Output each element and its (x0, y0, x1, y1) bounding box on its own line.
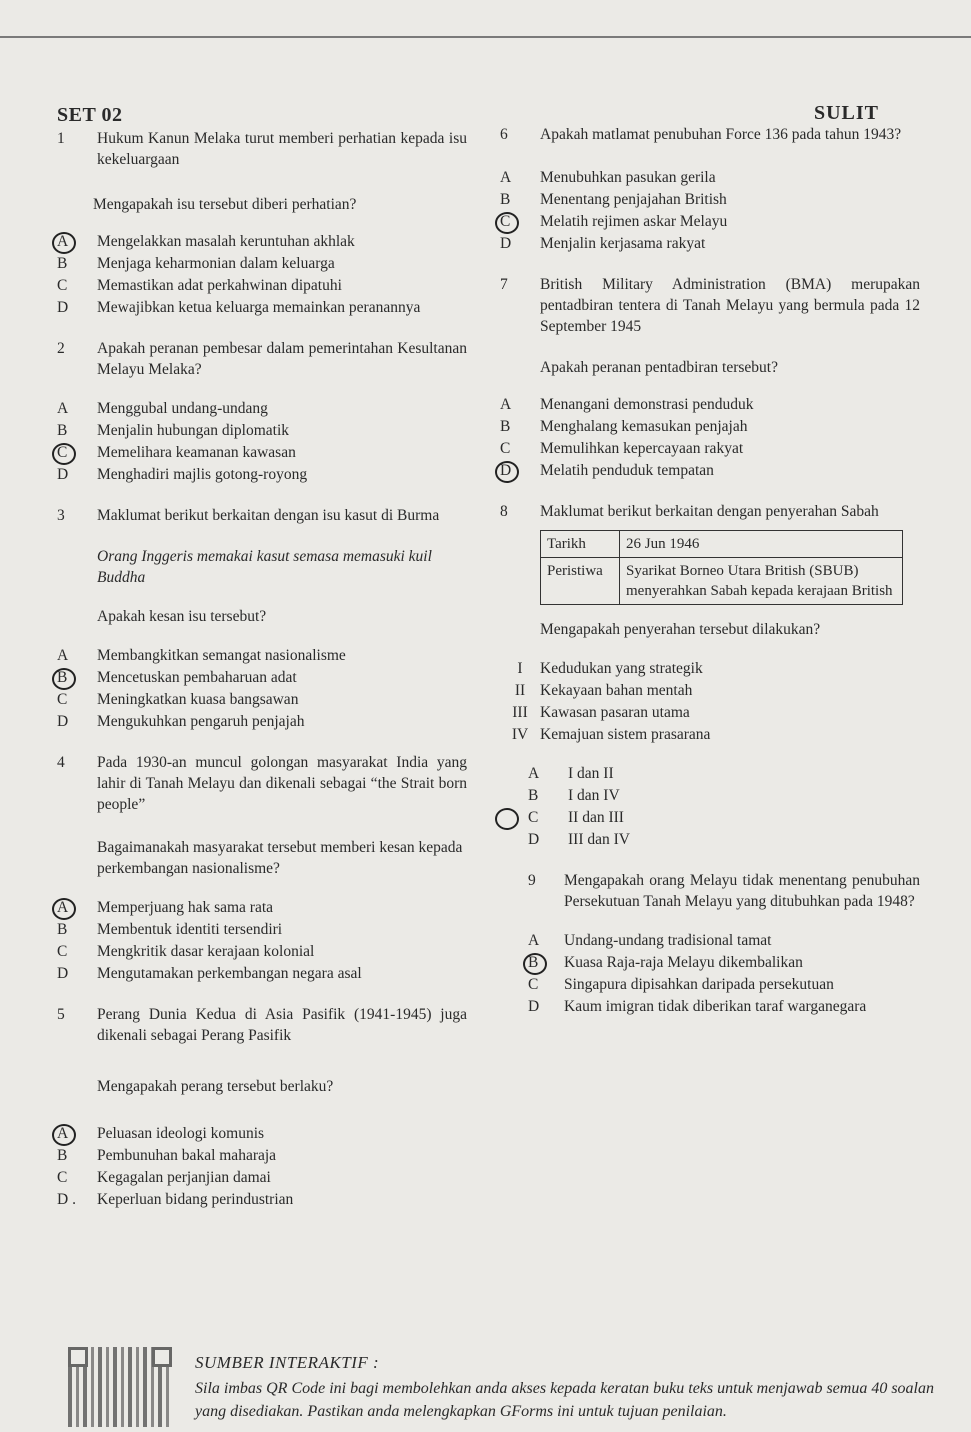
option-letter: D (57, 466, 69, 483)
question-prompt: Mengapakah penyerahan tersebut dilakukan? (540, 621, 821, 638)
option-b[interactable] (500, 189, 920, 210)
table-value: 26 Jun 1946 (620, 531, 903, 558)
option-letter: C (500, 211, 540, 232)
option-letter: C (57, 1169, 68, 1186)
option-text: Menentang penjajahan British (540, 191, 727, 208)
option-text: Singapura dipisahkan daripada persekutuan (564, 976, 834, 993)
statement-number: III (512, 704, 528, 721)
option-text: Mengelakkan masalah keruntuhan akhlak (97, 233, 355, 250)
question-text: Apakah peranan pembesar dalam pemerintahan Kesultanan Melayu Melaka? (97, 340, 467, 378)
option-b[interactable] (500, 785, 920, 806)
question-prompt: Apakah kesan isu tersebut? (97, 608, 267, 625)
option-text: Peluasan ideologi komunis (97, 1125, 265, 1142)
option-text: Melatih penduduk tempatan (540, 462, 714, 479)
option-a[interactable] (500, 167, 920, 188)
option-d[interactable] (57, 464, 467, 485)
option-letter: C (500, 440, 511, 457)
option-text: Memastikan adat perkahwinan dipatuhi (97, 277, 342, 294)
statement-item (500, 724, 920, 745)
option-text: Meningkatkan kuasa bangsawan (97, 691, 299, 708)
option-text: Menjaga keharmonian dalam keluarga (97, 255, 335, 272)
option-c[interactable] (57, 442, 467, 463)
option-a[interactable] (57, 398, 467, 419)
option-letter: A (500, 169, 512, 186)
option-text: Mencetuskan pembaharuan adat (97, 669, 297, 686)
option-b[interactable] (57, 253, 467, 274)
classification-label: SULIT (813, 102, 879, 124)
statement-number: I (517, 660, 523, 677)
option-text: II dan III (568, 809, 624, 826)
table-key: Tarikh (541, 531, 620, 558)
statement-item (500, 658, 920, 679)
table-row (541, 558, 903, 605)
option-text: Menggubal undang-undang (97, 400, 268, 417)
option-text: Membangkitkan semangat nasionalisme (97, 647, 346, 664)
option-text: Undang-undang tradisional tamat (564, 932, 772, 949)
option-c[interactable] (57, 275, 467, 296)
question-5 (57, 1004, 467, 1210)
question-4 (57, 752, 467, 984)
top-border-line (0, 36, 971, 38)
option-text: Melatih rejimen askar Melayu (540, 213, 728, 230)
statement-text: Kekayaan bahan mentah (540, 682, 693, 699)
question-text: Pada 1930-an muncul golongan masyarakat India yang lahir di Tanah Melayu dan dikenali sebagai “the Strait born people” (97, 754, 467, 813)
option-text: Memperjuang hak sama rata (97, 899, 274, 916)
statement-number: IV (511, 726, 529, 743)
option-b[interactable] (57, 420, 467, 441)
option-letter: C (500, 807, 568, 828)
option-text: Mengkritik dasar kerajaan kolonial (97, 943, 315, 960)
option-text: Kuasa Raja-raja Melayu dikembalikan (564, 954, 803, 971)
option-text: Mengukuhkan pengaruh penjajah (97, 713, 305, 730)
option-d[interactable] (57, 1189, 467, 1210)
option-d[interactable] (57, 711, 467, 732)
question-number: 8 (500, 503, 508, 520)
option-d[interactable] (500, 829, 920, 850)
question-text: Maklumat berikut berkaitan dengan isu kasut di Burma (97, 507, 440, 524)
option-letter: B (57, 255, 68, 272)
question-number: 1 (57, 130, 65, 147)
option-letter: A (57, 1123, 97, 1144)
option-text: Menjalin kerjasama rakyat (540, 235, 706, 252)
option-c[interactable] (500, 807, 920, 828)
question-number: 2 (57, 340, 65, 357)
option-letter: B (57, 921, 68, 938)
option-letter: A (528, 932, 540, 949)
question-number: 5 (57, 1006, 65, 1023)
info-table (540, 530, 903, 605)
option-letter: B (57, 1147, 68, 1164)
option-letter: C (57, 442, 97, 463)
option-text: Kegagalan perjanjian damai (97, 1169, 271, 1186)
option-letter: B (500, 418, 511, 435)
question-text: Perang Dunia Kedua di Asia Pasifik (1941-1945) juga dikenali sebagai Perang Pasifik (97, 1006, 467, 1044)
option-text: Mengutamakan perkembangan negara asal (97, 965, 362, 982)
option-text: Mewajibkan ketua keluarga memainkan peranannya (97, 299, 421, 316)
question-text: Maklumat berikut berkaitan dengan penyerahan Sabah (540, 503, 879, 520)
statement-list (500, 658, 920, 745)
option-a[interactable] (500, 763, 920, 784)
option-b[interactable] (528, 952, 920, 973)
option-b[interactable] (57, 1145, 467, 1166)
option-a[interactable] (500, 394, 920, 415)
option-c[interactable] (500, 438, 920, 459)
option-a[interactable] (57, 231, 467, 252)
option-text: Kaum imigran tidak diberikan taraf warganegara (564, 998, 867, 1015)
option-c[interactable] (57, 1167, 467, 1188)
statement-item (500, 680, 920, 701)
question-prompt: Apakah peranan pentadbiran tersebut? (540, 359, 778, 376)
option-letter: C (57, 691, 68, 708)
option-letter: B (57, 667, 97, 688)
question-text: British Military Administration (BMA) merupakan pentadbiran tentera di Tanah Melayu yang bermula pada 12 September 1945 (540, 276, 920, 335)
option-letter: C (57, 943, 68, 960)
option-letter: B (528, 952, 564, 973)
option-b[interactable] (57, 919, 467, 940)
question-prompt: Mengapakah perang tersebut berlaku? (97, 1078, 334, 1095)
statement-text: Kemajuan sistem prasarana (540, 726, 711, 743)
option-d[interactable] (57, 963, 467, 984)
question-prompt: Bagaimanakah masyarakat tersebut memberi kesan kepada perkembangan nasionalisme? (97, 839, 463, 877)
option-b[interactable] (57, 667, 467, 688)
option-text: Menubuhkan pasukan gerila (540, 169, 716, 186)
question-prompt: Mengapakah isu tersebut diberi perhatian? (93, 196, 357, 213)
option-d[interactable] (57, 297, 467, 318)
option-text: Menangani demonstrasi penduduk (540, 396, 754, 413)
statement-text: Kedudukan yang strategik (540, 660, 703, 677)
option-letter: D (57, 713, 69, 730)
footer-title: SUMBER INTERAKTIF : (195, 1353, 380, 1372)
option-d[interactable] (500, 233, 920, 254)
option-c[interactable] (57, 941, 467, 962)
question-1 (57, 128, 467, 318)
option-c[interactable] (500, 211, 920, 232)
option-text: Menghalang kemasukan penjajah (540, 418, 748, 435)
option-letter: B (57, 422, 68, 439)
question-text: Hukum Kanun Melaka turut memberi perhatian kepada isu kekeluargaan (97, 130, 467, 168)
question-3 (57, 505, 467, 732)
option-letter: A (57, 400, 69, 417)
table-row (541, 531, 903, 558)
option-letter: A (500, 396, 512, 413)
option-text: I dan II (568, 765, 614, 782)
question-9 (528, 870, 920, 1017)
option-letter: A (57, 647, 69, 664)
question-8 (500, 501, 920, 850)
option-letter: D (528, 831, 540, 848)
question-text: Mengapakah orang Melayu tidak menentang penubuhan Persekutuan Tanah Melayu yang ditubuhkan pada 1948? (564, 872, 920, 910)
option-text: Memulihkan kepercayaan rakyat (540, 440, 744, 457)
option-letter: C (528, 976, 539, 993)
table-value: Syarikat Borneo Utara British (SBUB) menyerahkan Sabah kepada kerajaan British (620, 558, 903, 605)
option-a[interactable] (57, 897, 467, 918)
option-a[interactable] (57, 645, 467, 666)
option-letter: B (500, 191, 511, 208)
option-a[interactable] (528, 930, 920, 951)
question-number: 6 (500, 126, 508, 143)
option-text: Pembunuhan bakal maharaja (97, 1147, 277, 1164)
option-c[interactable] (528, 974, 920, 995)
question-2 (57, 338, 467, 485)
option-d[interactable] (500, 460, 920, 481)
option-text: Membentuk identiti tersendiri (97, 921, 283, 938)
option-c[interactable] (57, 689, 467, 710)
question-number: 3 (57, 507, 65, 524)
question-number: 9 (528, 872, 536, 889)
question-7 (500, 274, 920, 481)
option-text: I dan IV (568, 787, 620, 804)
option-text: III dan IV (568, 831, 630, 848)
option-letter: A (528, 765, 540, 782)
option-letter: D (500, 460, 540, 481)
option-letter: D (528, 998, 540, 1015)
option-d[interactable] (528, 996, 920, 1017)
option-letter: A (57, 897, 97, 918)
set-label: SET 02 (57, 104, 123, 126)
table-key: Peristiwa (541, 558, 620, 605)
option-text: Menjalin hubungan diplomatik (97, 422, 290, 439)
option-letter: A (57, 231, 97, 252)
option-text: Memelihara keamanan kawasan (97, 444, 296, 461)
statement-item (500, 702, 920, 723)
statement-number: II (514, 682, 526, 699)
footer-text: Sila imbas QR Code ini bagi membolehkan anda akses kepada keratan buku teks untuk menjawab semua 40 soalan yang disediakan. Pastikan anda melengkapkan GForms ini untuk tujuan penilaian. (195, 1380, 934, 1420)
option-letter: D (57, 965, 69, 982)
option-letter: D (57, 299, 69, 316)
question-text: Apakah matlamat penubuhan Force 136 pada tahun 1943? (540, 126, 902, 143)
option-letter: C (57, 277, 68, 294)
option-letter: D . (57, 1191, 76, 1208)
option-text: Menghadiri majlis gotong-royong (97, 466, 308, 483)
option-text: Keperluan bidang perindustrian (97, 1191, 294, 1208)
question-6 (500, 124, 920, 254)
option-b[interactable] (500, 416, 920, 437)
option-letter: B (528, 787, 539, 804)
left-column (57, 128, 467, 1230)
statement-text: Kawasan pasaran utama (540, 704, 690, 721)
question-number: 7 (500, 276, 508, 293)
option-letter: D (500, 235, 512, 252)
option-a[interactable] (57, 1123, 467, 1144)
question-number: 4 (57, 754, 65, 771)
question-quote: Orang Inggeris memakai kasut semasa memasuki kuil Buddha (97, 548, 432, 586)
right-column (500, 124, 920, 1037)
qr-code-icon[interactable] (68, 1347, 172, 1427)
